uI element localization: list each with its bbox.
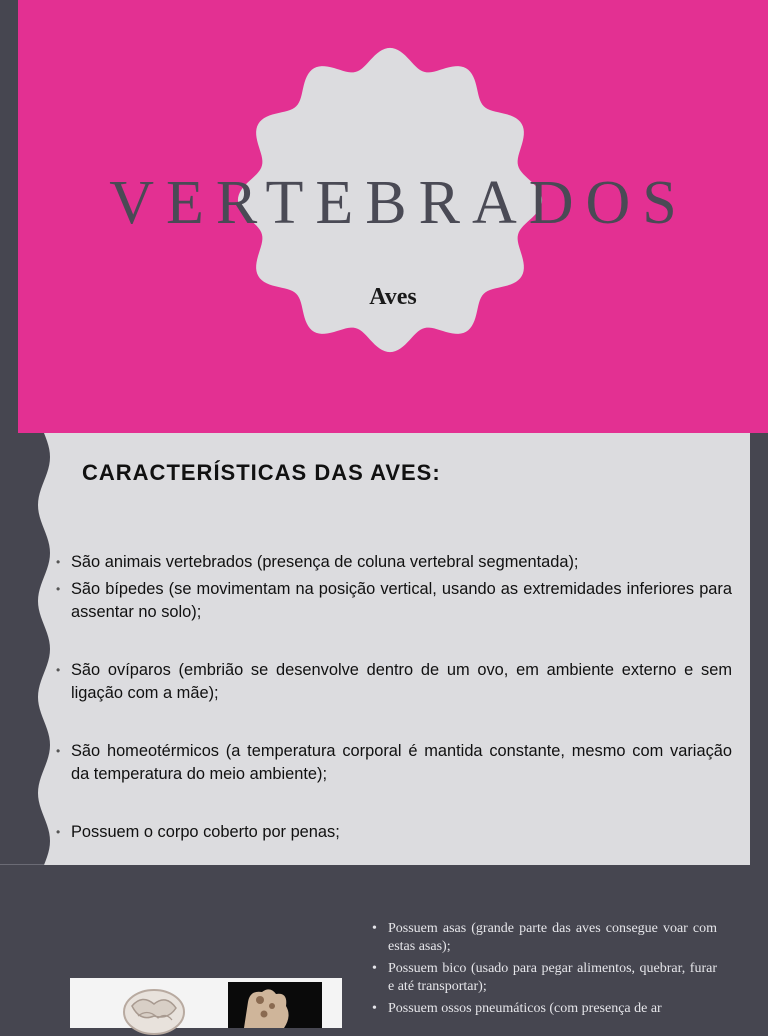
slide-title: VERTEBRADOS — [109, 169, 689, 237]
features-list — [372, 920, 717, 1022]
list-item: • São bípedes (se movimentam na posição vertical, usando as extremidades inferiores para assentar no solo); — [56, 578, 732, 624]
list-item: • São homeotérmicos (a temperatura corporal é mantida constante, mesmo com variação da temperatura do meio ambiente); — [56, 740, 732, 786]
features-slide — [0, 866, 768, 1024]
bone-images-panel — [70, 978, 342, 1028]
title-slide — [18, 0, 768, 433]
slide-divider — [0, 864, 44, 865]
list-item: • Possuem ossos pneumáticos (com presença de ar — [372, 1000, 717, 1018]
list-item: • São ovíparos (embrião se desenvolve dentro de um ovo, em ambiente externo e sem ligação com a mãe); — [56, 659, 732, 705]
list-item: • Possuem bico (usado para pegar alimentos, quebrar, furar e até transportar); — [372, 960, 717, 996]
list-item: • Possuem o corpo coberto por penas; — [56, 821, 732, 844]
slide-heading: CARACTERÍSTICAS DAS AVES: — [82, 460, 441, 485]
bone-cross-section-image — [118, 986, 190, 1036]
list-item: • Possuem asas (grande parte das aves consegue voar com estas asas); — [372, 920, 717, 956]
list-item: • São animais vertebrados (presença de coluna vertebral segmentada); — [56, 551, 732, 574]
characteristics-list — [56, 551, 732, 844]
characteristics-slide — [0, 433, 750, 865]
slide-subtitle: Aves — [369, 284, 417, 310]
wavy-border — [0, 433, 60, 865]
bone-photo-image — [228, 982, 322, 1028]
